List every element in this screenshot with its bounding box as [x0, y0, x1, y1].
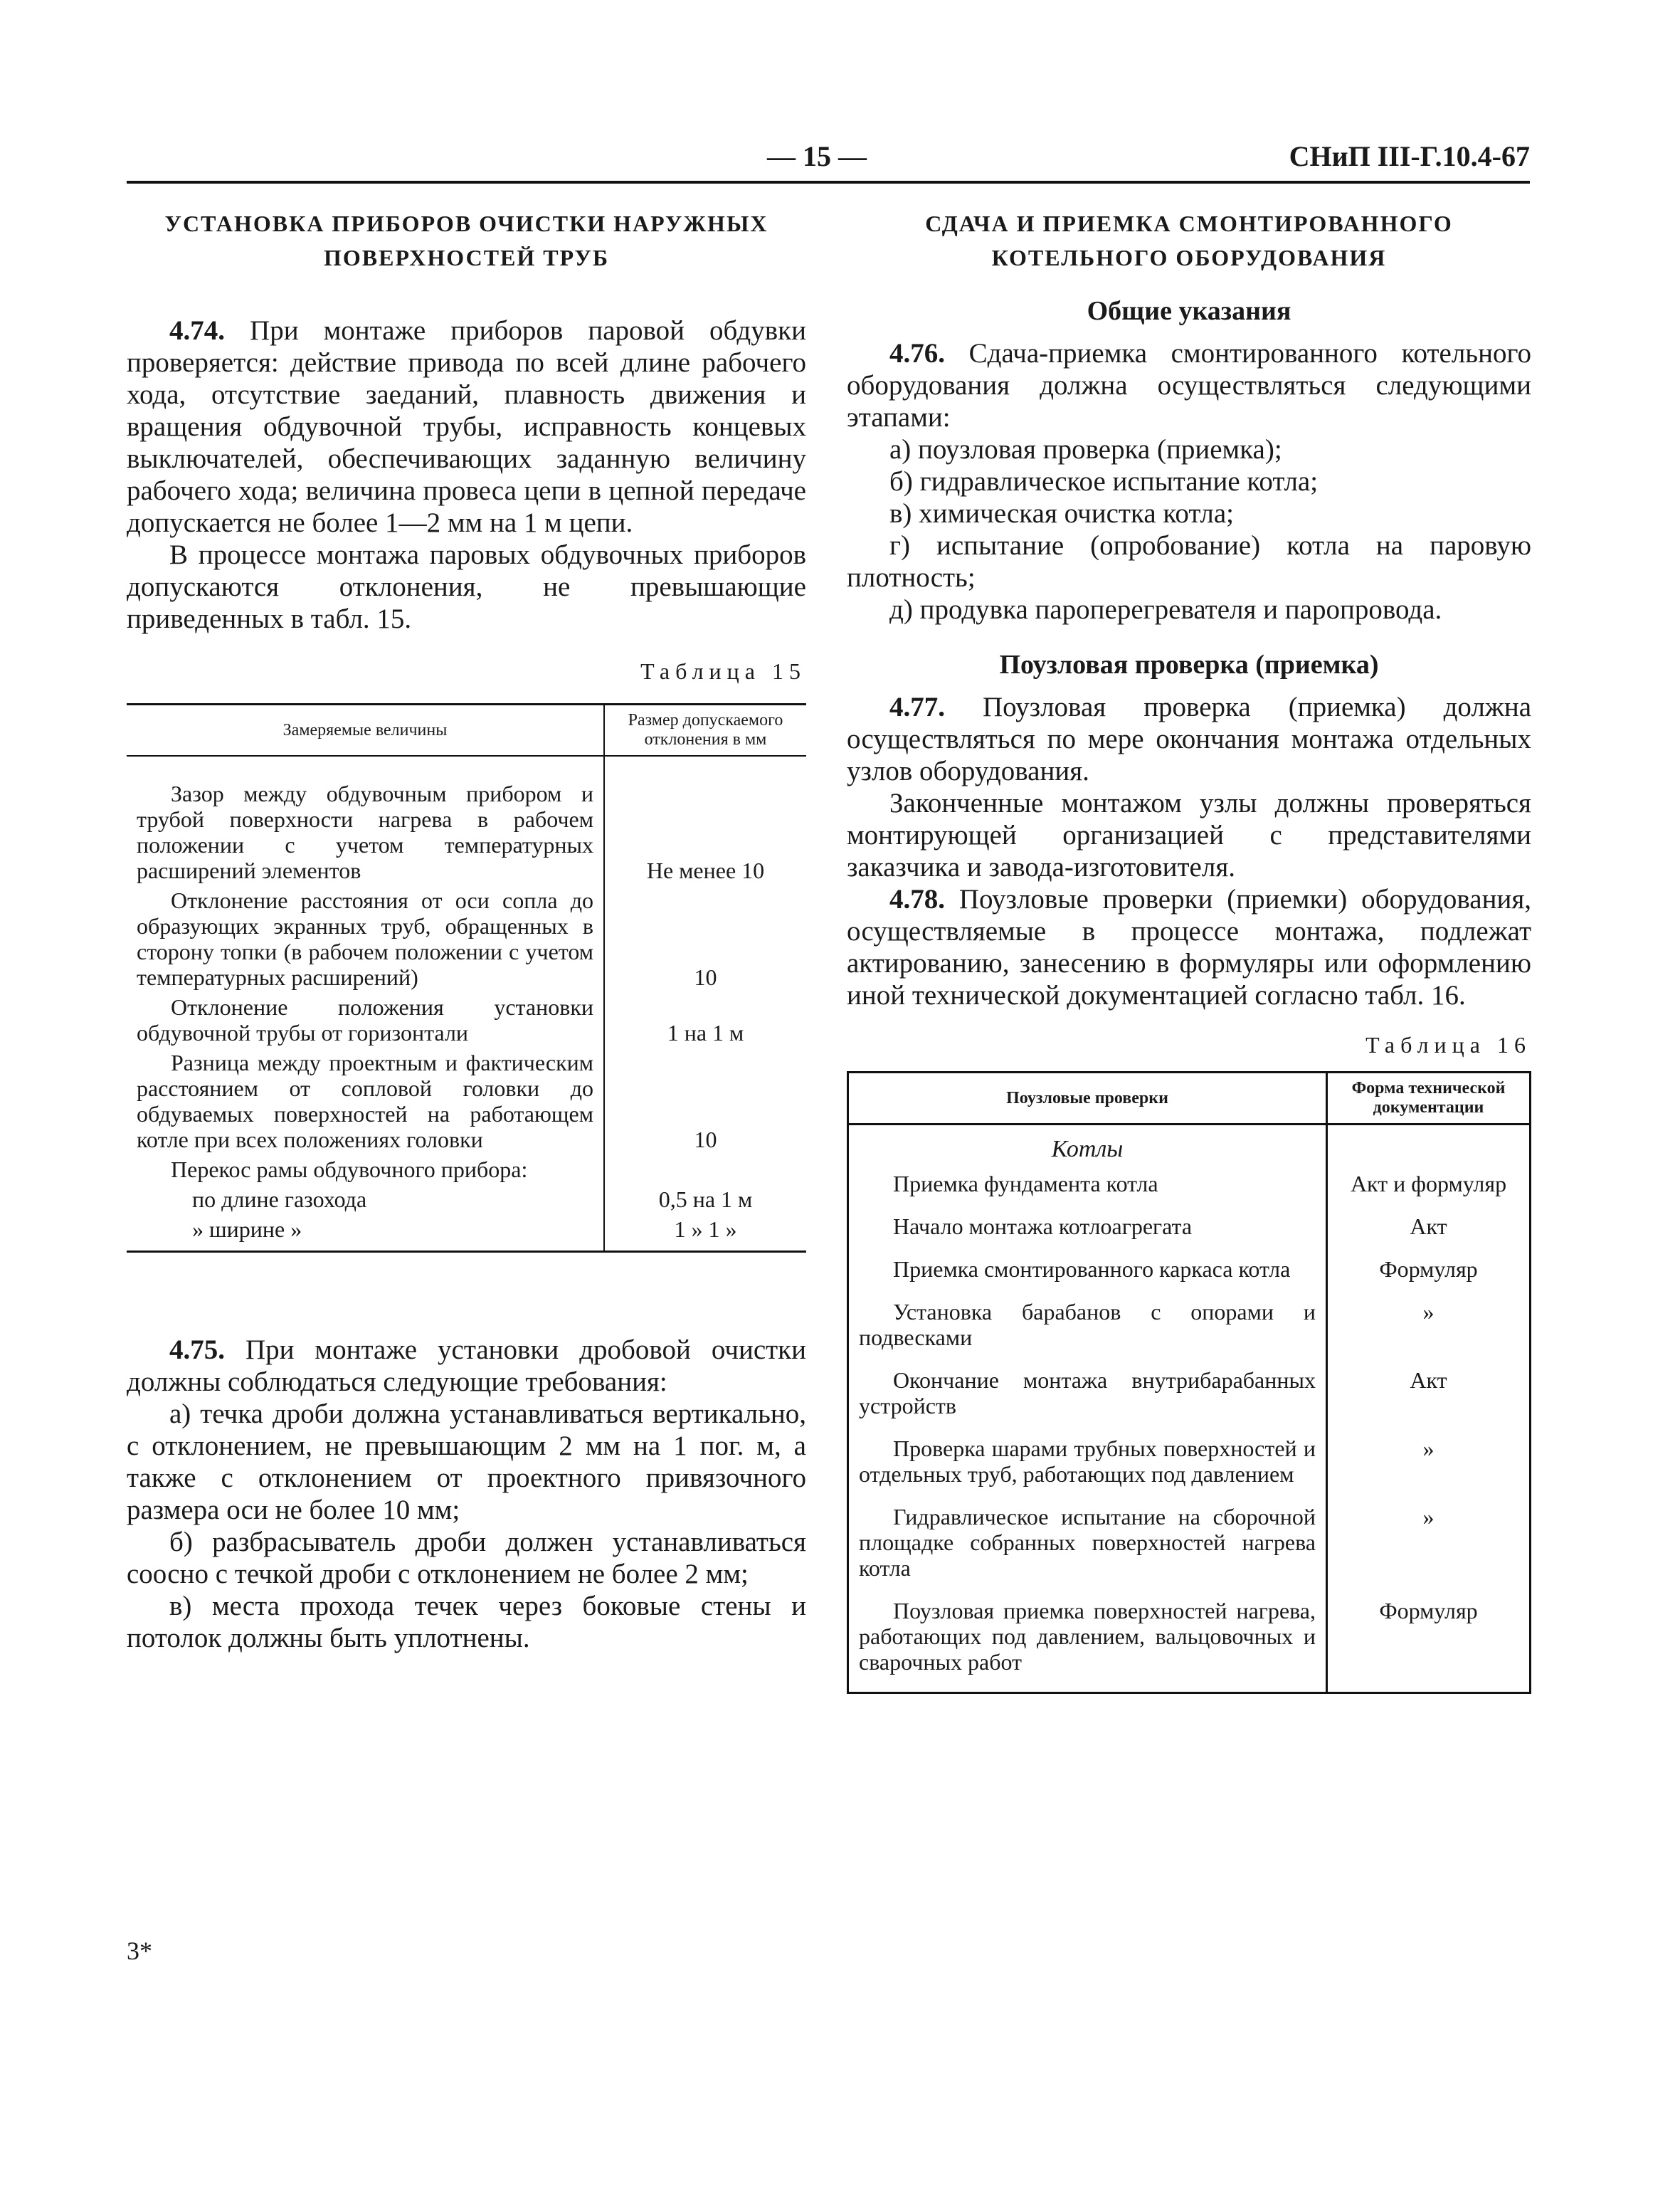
table-row [127, 992, 806, 1048]
paragraph-text: При монтаже приборов паровой обдувки проверяется: действие привода по всей длине рабочего хода, отсутствие заеданий, плавность движения и вращения обдувочной трубы, исправность концевых выключателей, обеспечивающих заданную величину рабочего хода; величина провеса цепи в цепной передаче допускается не более 1—2 мм на 1 м цепи. [127, 315, 807, 538]
table-cell-value: 10 [694, 964, 717, 990]
table-row [848, 1359, 1531, 1427]
table-cell-value: 1 » 1 » [674, 1216, 737, 1242]
table-cell-value: » [1422, 1299, 1435, 1325]
table-row [127, 885, 806, 992]
table-cell-value: Акт и формуляр [1350, 1171, 1507, 1196]
section-title-right [847, 206, 1531, 275]
table-cell-name: » ширине » [127, 1214, 604, 1252]
signature-mark: 3* [127, 1937, 152, 1965]
right-column [847, 206, 1531, 1694]
table-cell-name: Окончание монтажа внутрибарабанных устройств [848, 1359, 1327, 1427]
paragraph-text: При монтаже установки дробовой очистки должны соблюдаться следующие требования: [127, 1334, 806, 1397]
section-title-line: КОТЕЛЬНОГО ОБОРУДОВАНИЯ [991, 245, 1387, 270]
section-title-left [127, 206, 806, 275]
table-cell-name: Разница между проектным и фактическим расстоянием от сопловой головки до обдуваемых поверхностей на работающем котле при всех положениях головки [127, 1048, 604, 1154]
paragraph-4-77-b: Законченные монтажом узлы должны проверяться монтирующей организацией с представителями заказчика и завода-изготовителя. [847, 788, 1531, 883]
table-group-label: Котлы [848, 1125, 1327, 1163]
list-item-b: б) гидравлическое испытание котла; [889, 466, 1319, 497]
paragraph-4-75 [127, 1334, 806, 1398]
paragraph-4-78 [847, 883, 1531, 1011]
paragraph-text: Поузловая проверка (приемка) должна осуществляться по мере окончания монтажа отдельных узлов оборудования. [847, 692, 1531, 786]
header-rule [127, 181, 1530, 184]
table-15 [127, 703, 806, 1253]
table-cell-value: Формуляр [1379, 1256, 1478, 1282]
table-row [848, 1290, 1531, 1359]
list-item-c: в) места прохода течек через боковые стены и потолок должны быть уплотнены. [127, 1591, 806, 1653]
section-title-line: УСТАНОВКА ПРИБОРОВ ОЧИСТКИ НАРУЖНЫХ [164, 211, 768, 236]
table-15-header-col1: Замеряемые величины [127, 705, 604, 757]
list-item-b: б) разбрасыватель дроби должен устанавливаться соосно с течкой дроби с отклонением не более 2 мм; [127, 1527, 806, 1589]
table-cell-value: Акт [1410, 1367, 1447, 1393]
table-cell-name: Установка барабанов с опорами и подвесками [848, 1290, 1327, 1359]
table-cell-name: Начало монтажа котлоагрегата [848, 1205, 1327, 1248]
table-cell-name: Приемка фундамента котла [848, 1162, 1327, 1205]
paragraph-number: 4.74. [169, 315, 225, 346]
list-item-a: а) течка дроби должна устанавливаться вертикально, с отклонением, не превышающим 2 мм на 1 пог. м, а также с отклонением от проектного привязочного размера оси не более 10 мм; [127, 1399, 806, 1525]
left-column [127, 206, 806, 1654]
table-15-header-col2: Размер допускаемого отклонения в мм [604, 705, 806, 757]
paragraph-number: 4.76. [889, 338, 945, 369]
table-row [848, 1427, 1531, 1495]
table-16-header-col2: Форма технической документации [1327, 1073, 1531, 1125]
table-row [848, 1495, 1531, 1589]
document-code: СНиП III-Г.10.4-67 [1289, 140, 1530, 172]
table-cell-value: Не менее 10 [646, 858, 765, 883]
table-cell-value: » [1422, 1504, 1435, 1530]
table-row [127, 1184, 806, 1214]
table-cell-value: 10 [694, 1127, 717, 1152]
paragraph-number: 4.75. [169, 1334, 225, 1365]
table-cell-value [604, 1154, 806, 1184]
list-item-c: в) химическая очистка котла; [889, 498, 1235, 529]
table-row [127, 1154, 806, 1184]
paragraph-4-77 [847, 691, 1531, 787]
subheading-node-check: Поузловая проверка (приемка) [999, 650, 1379, 680]
table-cell-value: 0,5 на 1 м [658, 1186, 753, 1212]
table-cell-name: Отклонение расстояния от оси сопла до образующих экранных труб, обращенных в сторону топки (в рабочем положении с учетом температурных расширений) [127, 885, 604, 992]
table-spacer [127, 756, 604, 779]
list-item-a: а) поузловая проверка (приемка); [889, 434, 1282, 465]
paragraph-4-74 [127, 315, 806, 539]
table-cell-value: Формуляр [1379, 1598, 1478, 1623]
table-cell-name: Гидравлическое испытание на сборочной площадке собранных поверхностей нагрева котла [848, 1495, 1327, 1589]
page-number: — 15 — [767, 140, 867, 172]
section-title-line: ПОВЕРХНОСТЕЙ ТРУБ [323, 245, 609, 270]
table-spacer [604, 756, 806, 779]
table-cell-value: » [1422, 1436, 1435, 1461]
table-15-caption: Таблица 15 [640, 658, 806, 684]
table-row [848, 1589, 1531, 1693]
table-spacer [1327, 1125, 1531, 1163]
table-cell-name: Перекос рамы обдувочного прибора: [127, 1154, 604, 1184]
table-group-row [848, 1125, 1531, 1163]
paragraph-number: 4.78. [889, 884, 945, 915]
table-cell-value: 1 на 1 м [667, 1020, 744, 1046]
table-row [127, 1048, 806, 1154]
table-cell-name: Приемка смонтированного каркаса котла [848, 1248, 1327, 1290]
table-row [848, 1205, 1531, 1248]
table-16-caption: Таблица 16 [1365, 1032, 1531, 1058]
table-cell-name: Зазор между обдувочным прибором и трубой поверхности нагрева в рабочем положении с учетом температурных расширений элементов [127, 779, 604, 885]
list-item-e: д) продувка пароперегревателя и паропровода. [889, 594, 1442, 625]
table-cell-name: Поузловая приемка поверхностей нагрева, работающих под давлением, вальцовочных и сварочных работ [848, 1589, 1327, 1693]
table-row [127, 1214, 806, 1252]
table-cell-name: по длине газохода [127, 1184, 604, 1214]
list-item-d: г) испытание (опробование) котла на паровую плотность; [847, 530, 1531, 593]
table-cell-name: Проверка шарами трубных поверхностей и отдельных труб, работающих под давлением [848, 1427, 1327, 1495]
paragraph-text: Сдача-приемка смонтированного котельного оборудования должна осуществляться следующими этапами: [847, 338, 1531, 433]
paragraph-4-74-b: В процессе монтажа паровых обдувочных приборов допускаются отклонения, не превышающие приведенных в табл. 15. [127, 539, 806, 634]
table-row [127, 779, 806, 885]
table-16-header-col1: Поузловые проверки [848, 1073, 1327, 1125]
page-header [127, 139, 1530, 182]
table-cell-value: Акт [1410, 1213, 1447, 1239]
table-row [848, 1162, 1531, 1205]
section-title-line: СДАЧА И ПРИЕМКА СМОНТИРОВАННОГО [925, 211, 1453, 236]
table-cell-name: Отклонение положения установки обдувочной трубы от горизонтали [127, 992, 604, 1048]
paragraph-4-76 [847, 337, 1531, 433]
table-16 [847, 1071, 1531, 1694]
table-row [848, 1248, 1531, 1290]
paragraph-text: Поузловые проверки (приемки) оборудования, осуществляемые в процессе монтажа, подлежат актированию, занесению в формуляры или оформлению иной технической документацией согласно табл. 16. [847, 884, 1532, 1011]
subheading-general: Общие указания [1087, 296, 1291, 326]
paragraph-number: 4.77. [889, 692, 945, 722]
